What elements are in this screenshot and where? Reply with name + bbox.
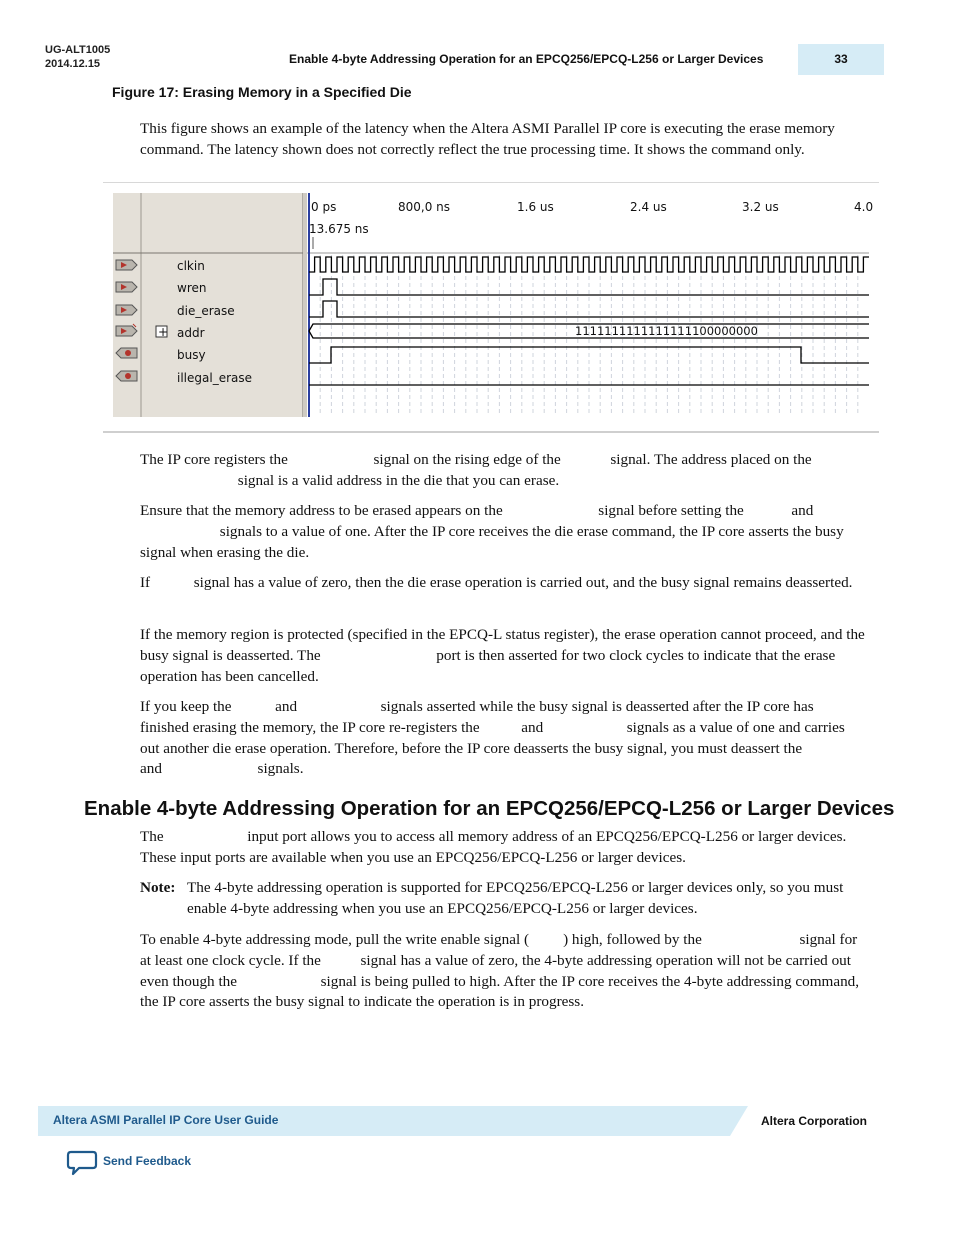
figure-top-rule — [103, 182, 879, 183]
expand-symbol: + — [158, 325, 169, 339]
note-label: Note: — [140, 879, 176, 896]
input-pin-icon — [116, 282, 137, 292]
page-number: 33 — [798, 44, 884, 75]
doc-info — [45, 43, 110, 71]
doc-date: 2014.12.15 — [45, 58, 101, 70]
signal-name-die-erase: die_erase — [177, 304, 235, 318]
paragraph-zero-signal: If signal has a value of zero, then the die erase operation is carried out, and the busy signal remains deasserted. — [140, 574, 853, 591]
paragraph-protected-region: If the memory region is protected (specified in the EPCQ-L status register), the erase operation cannot proceed, and the busy signal is deasserted. The port is then asserted for two clock cycles to indicate that the erase operation has been cancelled. — [140, 626, 865, 685]
input-pin-icon — [116, 305, 137, 315]
output-pin-icon — [116, 371, 137, 381]
doc-id: UG-ALT1005 — [45, 44, 111, 56]
feedback-speech-bubble-icon[interactable] — [66, 1150, 98, 1176]
send-feedback-link[interactable]: Send Feedback — [103, 1154, 192, 1168]
waveform-figure — [113, 193, 874, 417]
figure-description: This figure shows an example of the latency when the Altera ASMI Parallel IP core is executing the erase memory command. The latency shown does not correctly reflect the true processing time. It shows the command only. — [140, 120, 835, 158]
paragraph-enable-4byte: To enable 4-byte addressing mode, pull the write enable signal ( ) high, followed by the signal for at least one clock cycle. If the signal has a value of zero, the 4-byte addressing operation will not be carried out even though the signal is being pulled to high. After the IP core receives the 4-byte addressing command, the IP core asserts the busy signal to indicate the operation is in progress. — [140, 931, 860, 1011]
running-header-title: Enable 4-byte Addressing Operation for an EPCQ256/EPCQ-L256 or Larger Devices — [289, 52, 764, 66]
time-label: 800,0 ns — [398, 200, 451, 214]
footer-guide-title[interactable]: Altera ASMI Parallel IP Core User Guide — [53, 1113, 279, 1127]
note-block — [140, 878, 865, 920]
time-label: 3.2 us — [742, 200, 779, 214]
paragraph-registers: The IP core registers the signal on the rising edge of the signal. The address placed on the signal is a valid address in the die that you can erase. — [140, 451, 812, 489]
figure-bottom-rule — [103, 431, 879, 433]
paragraph-4byte-port: The input port allows you to access all memory address of an EPCQ256/EPCQ-L256 or larger devices. These input ports are available when you use an EPCQ256/EPCQ-L256 or larger devices. — [140, 828, 847, 866]
signal-name-wren: wren — [177, 281, 207, 295]
paragraph-ensure-address: Ensure that the memory address to be erased appears on the signal before setting the and signals to a value of one. After the IP core receives the die erase command, the IP core asserts the busy signal when erasing the die. — [140, 502, 844, 561]
note-text: The 4-byte addressing operation is supported for EPCQ256/EPCQ-L256 or larger devices only, so you must enable 4-byte addressing when you use an EPCQ256/EPCQ-L256 or larger devices. — [187, 879, 844, 917]
time-label: 2.4 us — [630, 200, 667, 214]
wave-panel — [307, 193, 869, 417]
time-label: 4.0 — [854, 200, 874, 214]
signal-name-illegal-erase: illegal_erase — [177, 371, 252, 385]
signal-name-clkin: clkin — [177, 259, 205, 273]
time-label: 0 ps — [311, 200, 337, 214]
footer-company: Altera Corporation — [761, 1114, 868, 1128]
time-label: 1.6 us — [517, 200, 554, 214]
addr-value: 1111111111111111100000000 — [575, 324, 758, 338]
figure-caption: Figure 17: Erasing Memory in a Specified Die — [112, 84, 412, 100]
clkin-waveform — [309, 257, 869, 272]
signal-name-busy: busy — [177, 348, 206, 362]
signal-name-addr: addr — [177, 326, 205, 340]
input-pin-icon — [116, 260, 137, 270]
section-heading: Enable 4-byte Addressing Operation for an EPCQ256/EPCQ-L256 or Larger Devices — [84, 797, 895, 820]
cursor-time-label: 13.675 ns — [309, 222, 369, 236]
paragraph-keep-asserted: If you keep the and signals asserted while the busy signal is deasserted after the IP core has finished erasing the memory, the IP core re-registers the and signals as a value of one and carries out another die erase operation. Therefore, before the IP core deasserts the busy signal, you must deassert the and signals. — [140, 698, 845, 778]
output-pin-icon — [116, 348, 137, 358]
